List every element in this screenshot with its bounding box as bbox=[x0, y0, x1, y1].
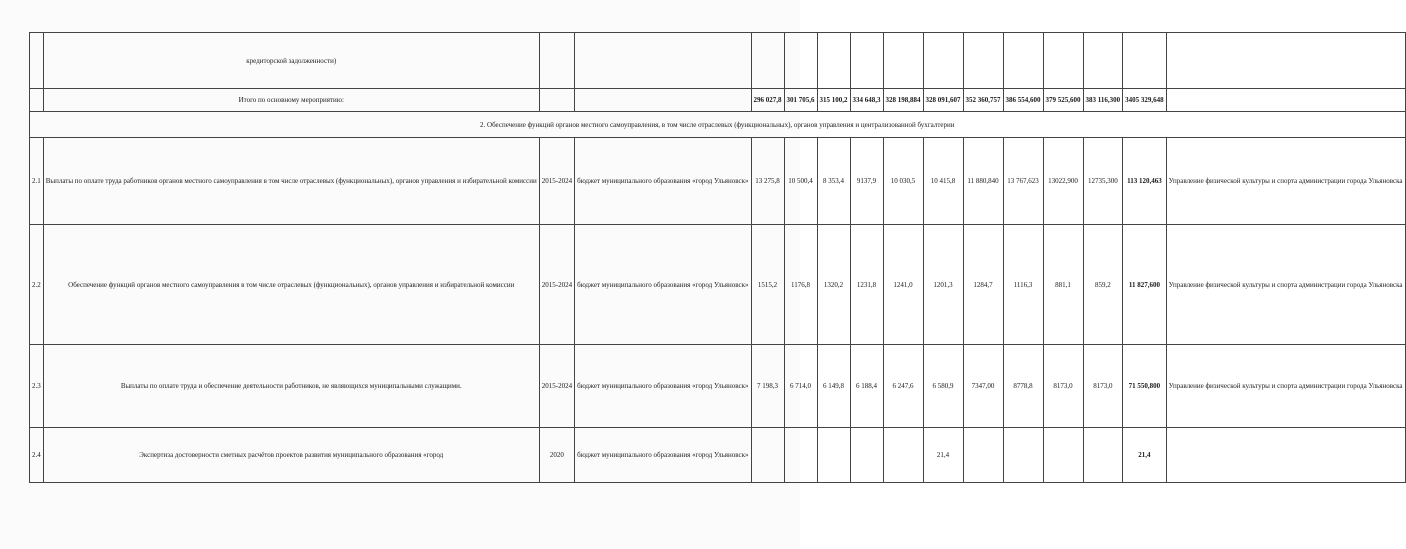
year-value: 13 275,8 bbox=[751, 138, 784, 225]
year-value: 10 500,4 bbox=[784, 138, 817, 225]
responsible: Управление физической культуры и спорта администрации города Ульяновска bbox=[1166, 345, 1405, 428]
year-value: 21,4 bbox=[923, 428, 963, 483]
funding-source: бюджет муниципального образования «город Ульяновск» bbox=[575, 428, 751, 483]
row-number-cell bbox=[30, 33, 44, 89]
year-value: 10 030,5 bbox=[883, 138, 923, 225]
period: 2020 bbox=[539, 428, 574, 483]
value-cell bbox=[1003, 33, 1043, 89]
value-cell bbox=[850, 33, 883, 89]
responsible-cell bbox=[1166, 33, 1405, 89]
year-value: 859,2 bbox=[1083, 225, 1123, 345]
year-value: 12735,300 bbox=[1083, 138, 1123, 225]
year-value: 334 648,3 bbox=[850, 89, 883, 112]
row-number: 2.2 bbox=[30, 225, 44, 345]
year-value: 1515,2 bbox=[751, 225, 784, 345]
year-value: 8 353,4 bbox=[817, 138, 850, 225]
value-cell bbox=[923, 33, 963, 89]
table-row bbox=[30, 138, 1406, 225]
responsible-cell bbox=[1166, 89, 1405, 112]
year-value: 1284,7 bbox=[963, 225, 1003, 345]
funding-source: бюджет муниципального образования «город Ульяновск» bbox=[575, 345, 751, 428]
year-value: 6 149,8 bbox=[817, 345, 850, 428]
year-value: 6 580,9 bbox=[923, 345, 963, 428]
year-value: 881,1 bbox=[1043, 225, 1083, 345]
event-name: Обеспечение функций органов местного самоуправления в том числе отраслевых (функциональных), органов управления и избирательной комиссии bbox=[43, 225, 539, 345]
responsible: Управление физической культуры и спорта администрации города Ульяновска bbox=[1166, 225, 1405, 345]
year-value: 301 705,6 bbox=[784, 89, 817, 112]
year-value: 386 554,600 bbox=[1003, 89, 1043, 112]
row-number: 2.1 bbox=[30, 138, 44, 225]
year-value bbox=[1043, 428, 1083, 483]
year-value bbox=[817, 428, 850, 483]
event-name-cell: кредиторской задолженности) bbox=[43, 33, 539, 89]
year-value: 328 198,884 bbox=[883, 89, 923, 112]
row-number-cell bbox=[30, 89, 44, 112]
year-value: 1201,3 bbox=[923, 225, 963, 345]
period: 2015-2024 bbox=[539, 138, 574, 225]
value-cell bbox=[963, 33, 1003, 89]
year-value bbox=[784, 428, 817, 483]
value-cell bbox=[751, 33, 784, 89]
funding-source: бюджет муниципального образования «город Ульяновск» bbox=[575, 138, 751, 225]
year-value bbox=[963, 428, 1003, 483]
total-value: 21,4 bbox=[1123, 428, 1167, 483]
row-number: 2.3 bbox=[30, 345, 44, 428]
year-value: 6 188,4 bbox=[850, 345, 883, 428]
funding-source: бюджет муниципального образования «город Ульяновск» bbox=[575, 225, 751, 345]
total-value: 113 120,463 bbox=[1123, 138, 1167, 225]
period-cell bbox=[539, 33, 574, 89]
total-cell bbox=[1123, 33, 1167, 89]
year-value: 1320,2 bbox=[817, 225, 850, 345]
row-number: 2.4 bbox=[30, 428, 44, 483]
value-cell bbox=[883, 33, 923, 89]
total-value: 3405 329,648 bbox=[1123, 89, 1167, 112]
event-name: Выплаты по оплате труда работников органов местного самоуправления в том числе отраслевых (функциональных), органов управления и избирательной комиссии bbox=[43, 138, 539, 225]
subtotal-row bbox=[30, 89, 1406, 112]
event-name: Экспертиза достоверности сметных расчётов проектов развития муниципального образования «город bbox=[43, 428, 539, 483]
year-value: 296 027,8 bbox=[751, 89, 784, 112]
year-value: 10 415,8 bbox=[923, 138, 963, 225]
section-title: 2. Обеспечение функций органов местного самоуправления, в том числе отраслевых (функциональных), органов управления и централизованной бухгалтерии bbox=[30, 112, 1406, 138]
year-value: 8173,0 bbox=[1043, 345, 1083, 428]
year-value: 11 880,840 bbox=[963, 138, 1003, 225]
year-value: 13022,900 bbox=[1043, 138, 1083, 225]
total-value: 71 550,800 bbox=[1123, 345, 1167, 428]
year-value: 7 198,3 bbox=[751, 345, 784, 428]
year-value: 1241,0 bbox=[883, 225, 923, 345]
responsible bbox=[1166, 428, 1405, 483]
year-value bbox=[751, 428, 784, 483]
year-value: 7347,00 bbox=[963, 345, 1003, 428]
year-value: 6 714,0 bbox=[784, 345, 817, 428]
year-value: 1176,8 bbox=[784, 225, 817, 345]
period: 2015-2024 bbox=[539, 345, 574, 428]
value-cell bbox=[784, 33, 817, 89]
year-value: 379 525,600 bbox=[1043, 89, 1083, 112]
table-row bbox=[30, 225, 1406, 345]
year-value: 13 767,623 bbox=[1003, 138, 1043, 225]
table-row bbox=[30, 33, 1406, 89]
year-value: 383 116,300 bbox=[1083, 89, 1123, 112]
year-value: 352 360,757 bbox=[963, 89, 1003, 112]
year-value: 1231,8 bbox=[850, 225, 883, 345]
year-value bbox=[1003, 428, 1043, 483]
source-cell bbox=[575, 89, 751, 112]
responsible: Управление физической культуры и спорта администрации города Ульяновска bbox=[1166, 138, 1405, 225]
year-value: 315 100,2 bbox=[817, 89, 850, 112]
table-row bbox=[30, 345, 1406, 428]
year-value bbox=[1083, 428, 1123, 483]
total-value: 11 827,600 bbox=[1123, 225, 1167, 345]
period-cell bbox=[539, 89, 574, 112]
year-value bbox=[850, 428, 883, 483]
event-name: Выплаты по оплате труда и обеспечение деятельности работников, не являющихся муниципальными служащими. bbox=[43, 345, 539, 428]
period: 2015-2024 bbox=[539, 225, 574, 345]
source-cell bbox=[575, 33, 751, 89]
year-value bbox=[883, 428, 923, 483]
year-value: 1116,3 bbox=[1003, 225, 1043, 345]
value-cell bbox=[1043, 33, 1083, 89]
year-value: 8173,0 bbox=[1083, 345, 1123, 428]
subtotal-label: Итого по основному мероприятию: bbox=[43, 89, 539, 112]
budget-table bbox=[29, 32, 1406, 483]
value-cell bbox=[817, 33, 850, 89]
year-value: 328 091,607 bbox=[923, 89, 963, 112]
year-value: 9137,9 bbox=[850, 138, 883, 225]
section-header-row bbox=[30, 112, 1406, 138]
year-value: 8778,8 bbox=[1003, 345, 1043, 428]
value-cell bbox=[1083, 33, 1123, 89]
table-row bbox=[30, 428, 1406, 483]
year-value: 6 247,6 bbox=[883, 345, 923, 428]
